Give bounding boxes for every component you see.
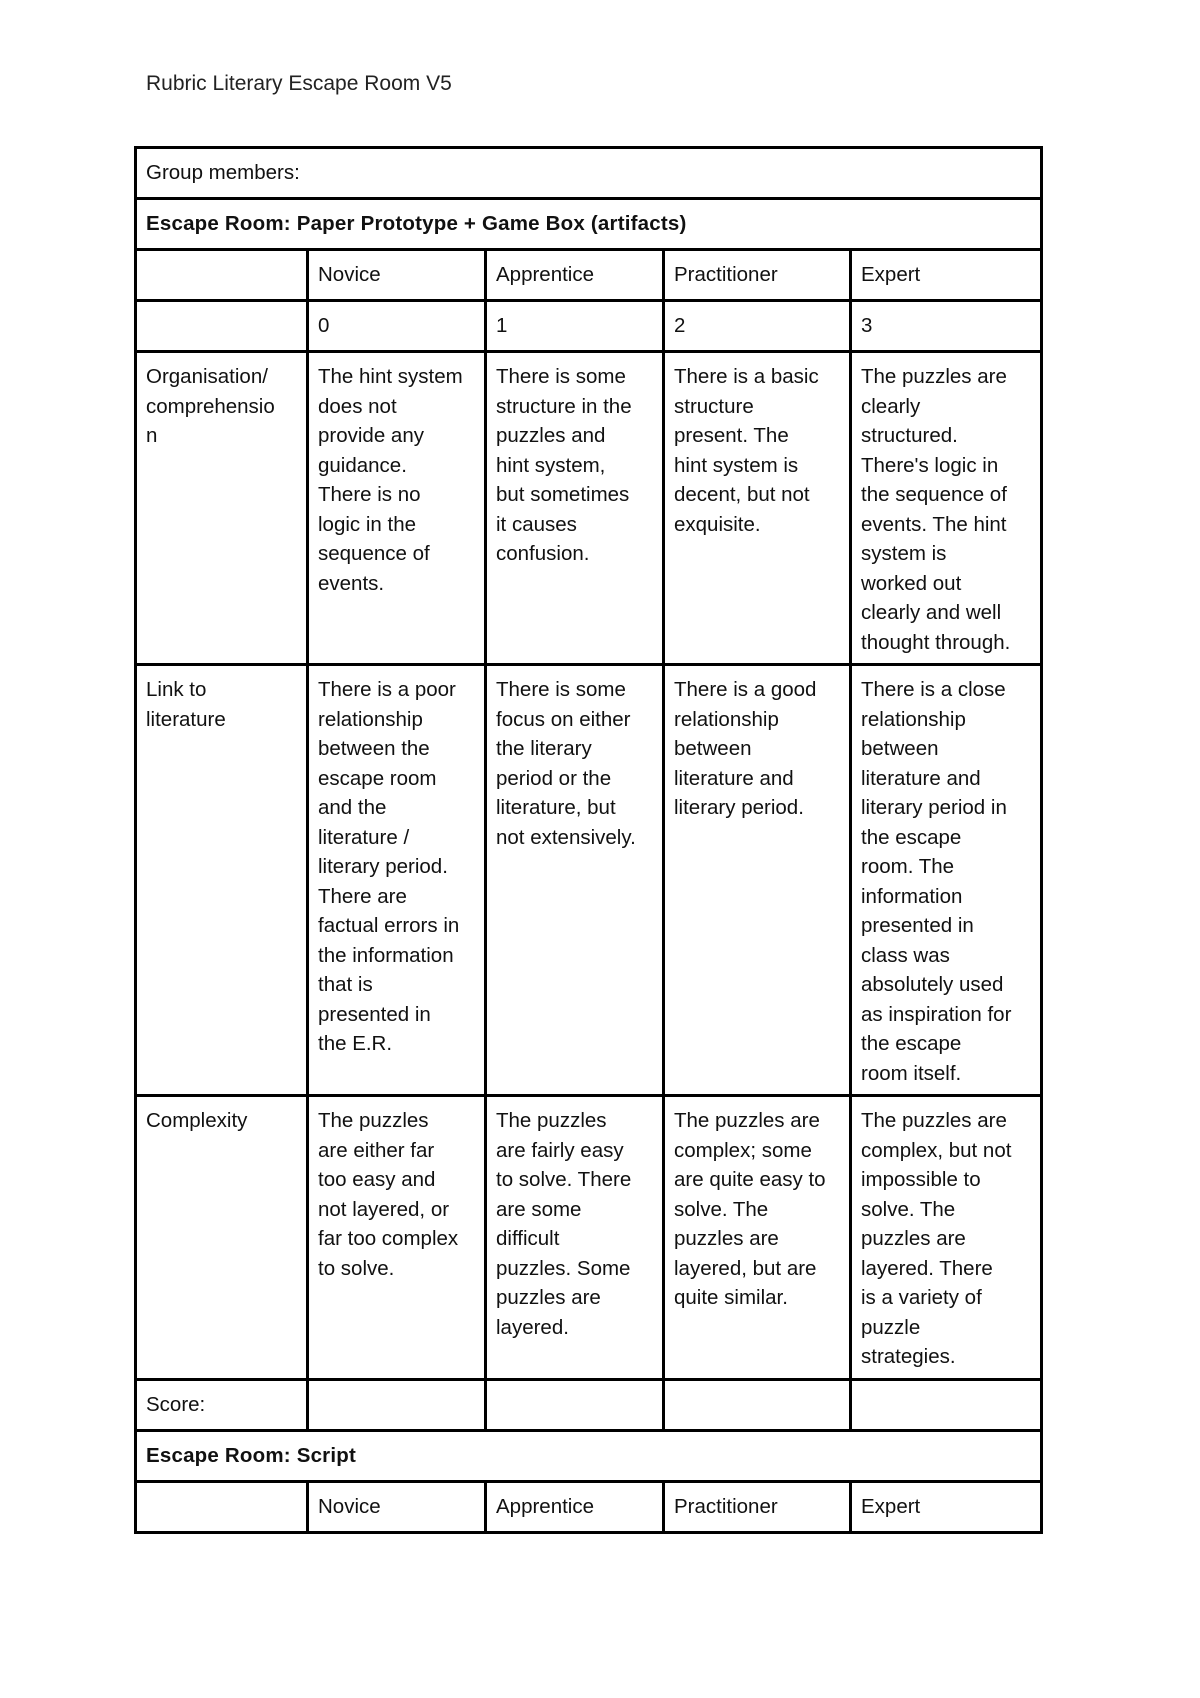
score-value: 1 [486,301,664,352]
rubric-table [134,146,1043,1534]
criterion-descriptor: There is some structure in the puzzles and hint system, but sometimes it causes confusion. [486,352,664,665]
criterion-name: Organisation/ comprehensio n [136,352,308,665]
criterion-descriptor: The puzzles are either far too easy and not layered, or far too complex to solve. [308,1096,486,1380]
empty-cell [136,301,308,352]
level-header: Expert [851,1481,1042,1532]
score-input-cell[interactable] [664,1379,851,1430]
criterion-descriptor: The puzzles are complex, but not impossible to solve. The puzzles are layered. There is a variety of puzzle strategies. [851,1096,1042,1380]
score-input-cell[interactable] [308,1379,486,1430]
document-title: Rubric Literary Escape Room V5 [146,72,452,95]
scores-row [136,301,1042,352]
section-header-row [136,199,1042,250]
criterion-name: Complexity [136,1096,308,1380]
criterion-descriptor: The puzzles are complex; some are quite easy to solve. The puzzles are layered, but are quite similar. [664,1096,851,1380]
criterion-descriptor: There is a poor relationship between the escape room and the literature / literary period. There are factual errors in the information that is presented in the E.R. [308,665,486,1096]
criterion-name: Link to literature [136,665,308,1096]
group-members-row [136,148,1042,199]
score-input-cell[interactable] [851,1379,1042,1430]
levels-row [136,250,1042,301]
section-header-row [136,1430,1042,1481]
score-input-cell[interactable] [486,1379,664,1430]
level-header: Apprentice [486,1481,664,1532]
criterion-descriptor: There is a good relationship between literature and literary period. [664,665,851,1096]
level-header: Apprentice [486,250,664,301]
criterion-row [136,665,1042,1096]
level-header: Practitioner [664,1481,851,1532]
score-row [136,1379,1042,1430]
score-value: 3 [851,301,1042,352]
criterion-descriptor: There is some focus on either the literary period or the literature, but not extensively. [486,665,664,1096]
criterion-descriptor: There is a close relationship between literature and literary period in the escape room. The information presented in class was absolutely used as inspiration for the escape room itself. [851,665,1042,1096]
criterion-descriptor: The puzzles are clearly structured. There's logic in the sequence of events. The hint system is worked out clearly and well thought through. [851,352,1042,665]
criterion-descriptor: The hint system does not provide any guidance. There is no logic in the sequence of events. [308,352,486,665]
criterion-descriptor: The puzzles are fairly easy to solve. There are some difficult puzzles. Some puzzles are layered. [486,1096,664,1380]
criterion-row [136,352,1042,665]
score-value: 2 [664,301,851,352]
level-header: Expert [851,250,1042,301]
group-members-label: Group members: [136,148,1042,199]
score-value: 0 [308,301,486,352]
criterion-row [136,1096,1042,1380]
level-header: Novice [308,1481,486,1532]
levels-row [136,1481,1042,1532]
section-title: Escape Room: Script [136,1430,1042,1481]
section-title: Escape Room: Paper Prototype + Game Box (artifacts) [136,199,1042,250]
empty-cell [136,1481,308,1532]
criterion-descriptor: There is a basic structure present. The hint system is decent, but not exquisite. [664,352,851,665]
empty-cell [136,250,308,301]
level-header: Practitioner [664,250,851,301]
score-label: Score: [136,1379,308,1430]
level-header: Novice [308,250,486,301]
